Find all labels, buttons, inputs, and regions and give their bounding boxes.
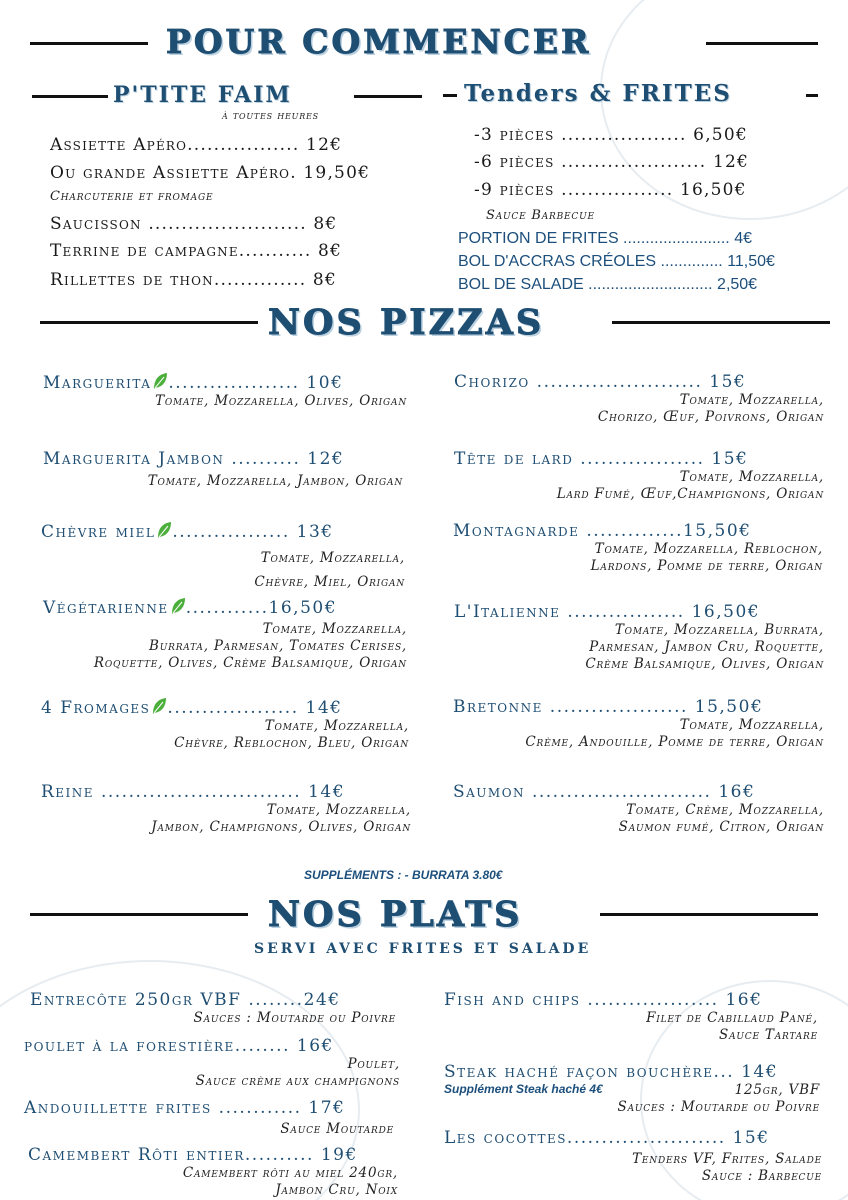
pizza-saumon [453, 782, 824, 836]
menu-item-assiette-apero: Assiette Apéro................. 12€ [50, 135, 343, 155]
menu-item-terrine: Terrine de campagne........... 8€ [50, 241, 343, 261]
pizza-4-fromages [41, 697, 409, 752]
menu-item-tenders-3: -3 pièces ................... 6,50€ [474, 125, 748, 145]
tenders-rule-left [443, 94, 457, 97]
menu-item-grande-assiette-apero: Ou grande Assiette Apéro. 19,50€ [50, 163, 371, 183]
plat-steak-hache [444, 1062, 820, 1116]
pizza-marguerita-jambon [43, 449, 403, 490]
section-title-pizzas: NOS PIZZAS [268, 302, 545, 343]
header-rule-right [706, 42, 818, 45]
tenders-rule-right [806, 94, 818, 97]
note-charcuterie: Charcuterie et fromage [50, 189, 214, 204]
pizza-vegetarienne [43, 597, 407, 618]
plat-camembert [28, 1145, 398, 1199]
pizzas-rule-right [612, 321, 830, 324]
plat-name: Andouillette frites ............ 17€ [24, 1098, 346, 1118]
pizza-desc-line: Jambon, Champignons, Olives, Origan [151, 819, 411, 835]
pizza-price: .......... 12€ [224, 449, 345, 469]
menu-item-rillettes: Rillettes de thon.............. 8€ [50, 270, 337, 290]
plat-desc-line: Sauce Tartare [719, 1027, 818, 1043]
plat-desc-line: 125gr, VBF [734, 1082, 820, 1098]
ptite-faim-rule-right [354, 95, 422, 98]
plat-name: Steak haché façon bouchère... 14€ [444, 1062, 779, 1082]
vegetarian-leaf-icon [152, 372, 168, 390]
pizza-desc-line: Tomate, Mozzarella, [679, 717, 824, 733]
plat-fish-and-chips [444, 990, 818, 1044]
vegetarian-leaf-icon [170, 597, 186, 615]
pizza-price: ................. 13€ [172, 522, 334, 542]
pizza-name: Saumon [453, 782, 526, 802]
pizza-price: ..............15,50€ [579, 521, 752, 541]
plats-rule-left [30, 913, 248, 916]
plat-desc-line: Sauce crème aux champignons [195, 1073, 400, 1089]
section-title-pour-commencer: POUR COMMENCER [166, 22, 592, 61]
pizza-marguerita [43, 372, 407, 410]
pizza-desc-line: Crème, Andouille, Pomme de terre, Origan [525, 734, 824, 750]
pizza-name: L'Italienne [454, 602, 561, 622]
pizza-desc-line: Chèvre, Miel, Origan [254, 574, 405, 590]
plat-desc-line: Sauces : Moutarde ou Poivre [193, 1010, 396, 1026]
plat-desc-line: Sauce Moutarde [280, 1121, 394, 1137]
pizza-desc-line: Tomate, Mozzarella, [679, 392, 824, 408]
menu-item-tenders-9: -9 pièces ................. 16,50€ [474, 180, 747, 200]
plat-cocottes [444, 1128, 822, 1185]
plat-desc-line: Jambon Cru, Noix [275, 1182, 398, 1198]
vegetarian-leaf-icon [156, 521, 172, 539]
plat-poulet-forestiere [24, 1036, 400, 1090]
pizza-price: .................. 15€ [573, 449, 749, 469]
pizza-price: ............16,50€ [185, 598, 338, 618]
plat-name: Fish and chips ................... 16€ [444, 990, 763, 1010]
pizza-desc-line: Tomate, Mozzarella, [262, 621, 407, 637]
pizza-desc-line: Chèvre, Reblochon, Bleu, Origan [174, 735, 409, 751]
pizza-desc-line: Chorizo, Œuf, Poivrons, Origan [597, 409, 824, 425]
menu-item-portion-frites: PORTION DE FRITES ........................ 4€ [458, 230, 752, 247]
pizza-desc-line: Tomate, Mozzarella, Jambon, Origan [147, 473, 403, 489]
pizzas-rule-left [40, 321, 258, 324]
pizza-desc-line: Lardons, Pomme de terre, Origan [590, 558, 823, 574]
plat-desc-line: Sauce : Barbecue [701, 1168, 822, 1184]
pizza-desc-line: Tomate, Mozzarella, [264, 718, 409, 734]
plat-desc-line: Filet de Cabillaud Pané, [646, 1010, 818, 1026]
pizza-chorizo [454, 372, 824, 426]
pizza-chevre-miel [41, 521, 405, 594]
header-rule-left [30, 42, 148, 45]
menu-item-tenders-6: -6 pièces ...................... 12€ [474, 152, 750, 172]
pizza-desc-line: Saumon fumé, Citron, Origan [618, 819, 824, 835]
subsection-title-ptite-faim: P'TITE FAIM [113, 82, 292, 108]
pizza-price: .......................... 16€ [525, 782, 756, 802]
pizza-desc-line: Crème Balsamique, Olives, Origan [585, 656, 824, 672]
plats-subtitle: SERVI AVEC FRITES ET SALADE [254, 941, 592, 957]
vegetarian-leaf-icon [151, 697, 167, 715]
pizza-desc-line: Parmesan, Jambon Cru, Roquette, [589, 639, 824, 655]
pizza-desc-line: Tomate, Mozzarella, Burrata, [614, 622, 824, 638]
ptite-faim-subtitle: à toutes heures [222, 109, 319, 122]
pizza-desc-line: Tomate, Mozzarella, Olives, Origan [155, 393, 407, 409]
subsection-title-tenders: Tenders & FRITES [464, 80, 732, 107]
menu-item-accras: BOL D'ACCRAS CRÉOLES .............. 11,50€ [458, 253, 775, 270]
pizza-desc-line: Burrata, Parmesan, Tomates Cerises, [149, 638, 407, 654]
note-sauce-barbecue: Sauce Barbecue [486, 208, 595, 223]
pizza-vegetarienne-desc [20, 621, 407, 672]
pizza-name: 4 Fromages [41, 698, 151, 718]
plat-desc-line: Poulet, [347, 1056, 400, 1072]
plat-desc-line: Sauces : Moutarde ou Poivre [617, 1099, 820, 1115]
pizza-name: Montagnarde [453, 521, 580, 541]
pizza-desc-line: Tomate, Mozzarella, [679, 469, 824, 485]
pizza-name: Végétarienne [43, 598, 169, 618]
plat-andouillette [24, 1098, 394, 1138]
pizza-name: Chèvre miel [41, 522, 156, 542]
ptite-faim-rule-left [32, 95, 108, 98]
menu-item-saucisson: Saucisson ........................ 8€ [50, 214, 338, 234]
pizza-bretonne [453, 697, 824, 751]
pizza-price: ........................ 15€ [529, 372, 747, 392]
plat-desc-line: Tenders VF, Frites, Salade [632, 1151, 822, 1167]
pizza-desc-line: Lard Fumé, Œuf,Champignons, Origan [556, 486, 824, 502]
pizza-montagnarde [453, 521, 823, 575]
pizza-italienne [454, 602, 824, 673]
plat-entrecote [30, 990, 396, 1027]
pizza-tete-de-lard [454, 449, 824, 503]
pizza-supplements: SUPPLÉMENTS : - BURRATA 3.80€ [304, 868, 503, 882]
pizza-desc-line: Roquette, Olives, Crème Balsamique, Origan [93, 655, 407, 671]
pizza-price: ............................. 14€ [94, 782, 346, 802]
pizza-name: Tête de lard [454, 449, 574, 469]
plat-name: Entrecôte 250gr VBF ........24€ [30, 990, 341, 1010]
section-title-plats: NOS PLATS [268, 894, 523, 935]
plat-name: Les cocottes....................... 15€ [444, 1128, 770, 1148]
plats-rule-right [600, 913, 818, 916]
menu-item-bol-salade: BOL DE SALADE ............................ 2,50€ [458, 276, 758, 293]
pizza-price: ................... 10€ [168, 373, 344, 393]
pizza-desc-line: Tomate, Mozzarella, [260, 550, 405, 566]
pizza-name: Marguerita [43, 373, 152, 393]
pizza-name: Marguerita Jambon [43, 449, 225, 469]
plat-name: Camembert Rôti entier.......... 19€ [28, 1145, 358, 1165]
plat-name: poulet à la forestière........ 16€ [24, 1036, 334, 1056]
pizza-desc-line: Tomate, Crème, Mozzarella, [626, 802, 824, 818]
pizza-name: Reine [41, 782, 95, 802]
pizza-reine [41, 782, 411, 836]
pizza-price: .................... 15,50€ [542, 697, 764, 717]
plat-desc-line: Camembert rôti au miel 240gr, [182, 1165, 398, 1181]
steak-supplement: Supplément Steak haché 4€ [444, 1082, 603, 1096]
pizza-price: ................. 16,50€ [560, 602, 761, 622]
pizza-name: Bretonne [453, 697, 543, 717]
pizza-desc-line: Tomate, Mozzarella, [266, 802, 411, 818]
pizza-price: ................... 14€ [167, 698, 343, 718]
pizza-desc-line: Tomate, Mozzarella, Reblochon, [594, 541, 823, 557]
pizza-name: Chorizo [454, 372, 530, 392]
